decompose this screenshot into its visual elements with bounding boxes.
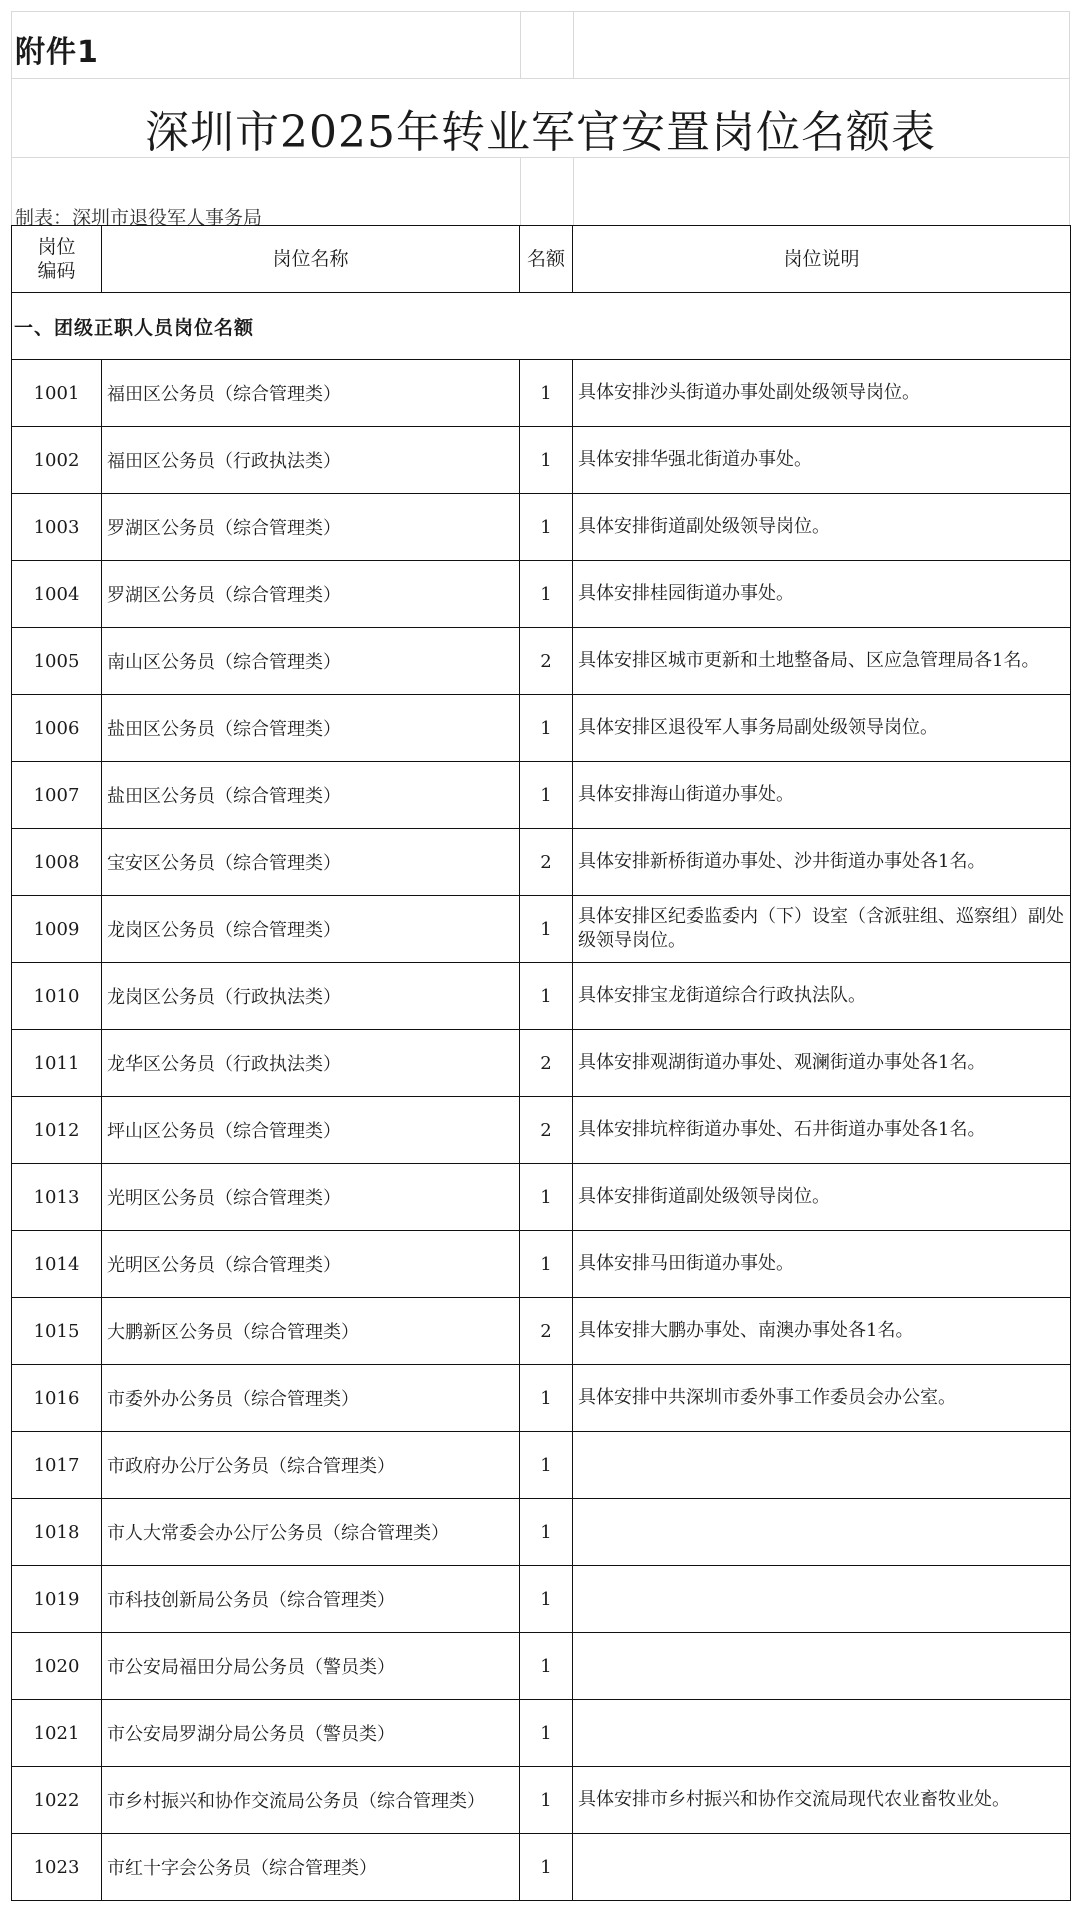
position-description: 具体安排中共深圳市委外事工作委员会办公室。 xyxy=(573,1365,1071,1432)
position-description: 具体安排宝龙街道综合行政执法队。 xyxy=(573,963,1071,1030)
position-description xyxy=(573,1499,1071,1566)
position-code: 1014 xyxy=(12,1231,102,1298)
header-desc: 岗位说明 xyxy=(573,226,1071,293)
position-description: 具体安排街道副处级领导岗位。 xyxy=(573,494,1071,561)
section-title: 一、团级正职人员岗位名额 xyxy=(12,293,1071,360)
position-count: 1 xyxy=(520,1633,573,1700)
position-name: 市公安局罗湖分局公务员（警员类） xyxy=(102,1700,520,1767)
position-code: 1009 xyxy=(12,896,102,963)
table-row xyxy=(12,494,1071,561)
position-count: 1 xyxy=(520,1365,573,1432)
position-description xyxy=(573,1432,1071,1499)
position-count: 1 xyxy=(520,1164,573,1231)
position-description xyxy=(573,1700,1071,1767)
page-title: 深圳市2025年转业军官安置岗位名额表 xyxy=(145,107,936,158)
position-count: 2 xyxy=(520,1030,573,1097)
position-name: 市人大常委会办公厅公务员（综合管理类） xyxy=(102,1499,520,1566)
table-row xyxy=(12,762,1071,829)
position-name: 龙岗区公务员（行政执法类） xyxy=(102,963,520,1030)
header-grid-row xyxy=(11,11,1070,79)
position-description: 具体安排新桥街道办事处、沙井街道办事处各1名。 xyxy=(573,829,1071,896)
position-code: 1006 xyxy=(12,695,102,762)
position-count: 1 xyxy=(520,1700,573,1767)
position-description: 具体安排马田街道办事处。 xyxy=(573,1231,1071,1298)
position-description: 具体安排华强北街道办事处。 xyxy=(573,427,1071,494)
table-row xyxy=(12,1767,1071,1834)
position-count: 1 xyxy=(520,896,573,963)
table-row xyxy=(12,1164,1071,1231)
table-row xyxy=(12,360,1071,427)
position-name: 龙岗区公务员（综合管理类） xyxy=(102,896,520,963)
table-row xyxy=(12,963,1071,1030)
position-name: 盐田区公务员（综合管理类） xyxy=(102,695,520,762)
position-count: 1 xyxy=(520,1834,573,1901)
position-description xyxy=(573,1566,1071,1633)
attachment-label: 附件1 xyxy=(15,35,99,70)
position-description: 具体安排海山街道办事处。 xyxy=(573,762,1071,829)
position-code: 1020 xyxy=(12,1633,102,1700)
header-code: 岗位编码 xyxy=(12,226,102,293)
position-code: 1012 xyxy=(12,1097,102,1164)
position-description: 具体安排沙头街道办事处副处级领导岗位。 xyxy=(573,360,1071,427)
position-code: 1010 xyxy=(12,963,102,1030)
position-name: 市政府办公厅公务员（综合管理类） xyxy=(102,1432,520,1499)
position-name: 罗湖区公务员（综合管理类） xyxy=(102,494,520,561)
table-row xyxy=(12,829,1071,896)
table-row xyxy=(12,896,1071,963)
position-count: 1 xyxy=(520,963,573,1030)
position-description: 具体安排观湖街道办事处、观澜街道办事处各1名。 xyxy=(573,1030,1071,1097)
position-name: 市科技创新局公务员（综合管理类） xyxy=(102,1566,520,1633)
position-name: 市公安局福田分局公务员（警员类） xyxy=(102,1633,520,1700)
position-description xyxy=(573,1633,1071,1700)
position-description: 具体安排区城市更新和土地整备局、区应急管理局各1名。 xyxy=(573,628,1071,695)
position-name: 光明区公务员（综合管理类） xyxy=(102,1231,520,1298)
position-name: 坪山区公务员（综合管理类） xyxy=(102,1097,520,1164)
position-code: 1016 xyxy=(12,1365,102,1432)
table-header-row xyxy=(12,226,1071,293)
position-code: 1004 xyxy=(12,561,102,628)
position-count: 1 xyxy=(520,1231,573,1298)
position-name: 市委外办公务员（综合管理类） xyxy=(102,1365,520,1432)
table-maker: 制表：深圳市退役军人事务局 xyxy=(15,207,263,229)
position-count: 1 xyxy=(520,1566,573,1633)
position-name: 罗湖区公务员（综合管理类） xyxy=(102,561,520,628)
table-row xyxy=(12,561,1071,628)
position-code: 1013 xyxy=(12,1164,102,1231)
position-count: 1 xyxy=(520,360,573,427)
position-count: 1 xyxy=(520,494,573,561)
table-row xyxy=(12,1298,1071,1365)
position-name: 盐田区公务员（综合管理类） xyxy=(102,762,520,829)
position-count: 1 xyxy=(520,695,573,762)
position-description: 具体安排区退役军人事务局副处级领导岗位。 xyxy=(573,695,1071,762)
position-name: 福田区公务员（行政执法类） xyxy=(102,427,520,494)
position-description: 具体安排街道副处级领导岗位。 xyxy=(573,1164,1071,1231)
position-name: 宝安区公务员（综合管理类） xyxy=(102,829,520,896)
table-row xyxy=(12,1566,1071,1633)
position-count: 1 xyxy=(520,1432,573,1499)
position-code: 1008 xyxy=(12,829,102,896)
position-name: 市乡村振兴和协作交流局公务员（综合管理类） xyxy=(102,1767,520,1834)
position-name: 大鹏新区公务员（综合管理类） xyxy=(102,1298,520,1365)
table-row xyxy=(12,1633,1071,1700)
table-row xyxy=(12,1030,1071,1097)
table-row xyxy=(12,1097,1071,1164)
header-count: 名额 xyxy=(520,226,573,293)
table-row xyxy=(12,1834,1071,1901)
position-description: 具体安排区纪委监委内（下）设室（含派驻组、巡察组）副处级领导岗位。 xyxy=(573,896,1071,963)
position-code: 1005 xyxy=(12,628,102,695)
position-code: 1015 xyxy=(12,1298,102,1365)
position-description: 具体安排坑梓街道办事处、石井街道办事处各1名。 xyxy=(573,1097,1071,1164)
position-code: 1001 xyxy=(12,360,102,427)
position-count: 1 xyxy=(520,427,573,494)
position-name: 南山区公务员（综合管理类） xyxy=(102,628,520,695)
position-count: 2 xyxy=(520,628,573,695)
position-count: 2 xyxy=(520,1298,573,1365)
position-count: 2 xyxy=(520,829,573,896)
position-count: 1 xyxy=(520,1767,573,1834)
position-code: 1021 xyxy=(12,1700,102,1767)
position-code: 1017 xyxy=(12,1432,102,1499)
table-row xyxy=(12,427,1071,494)
table-row xyxy=(12,1700,1071,1767)
position-name: 龙华区公务员（行政执法类） xyxy=(102,1030,520,1097)
position-code: 1003 xyxy=(12,494,102,561)
position-count: 1 xyxy=(520,1499,573,1566)
position-code: 1022 xyxy=(12,1767,102,1834)
position-code: 1018 xyxy=(12,1499,102,1566)
position-description: 具体安排市乡村振兴和协作交流局现代农业畜牧业处。 xyxy=(573,1767,1071,1834)
table-row xyxy=(12,1499,1071,1566)
table-row xyxy=(12,1231,1071,1298)
position-name: 市红十字会公务员（综合管理类） xyxy=(102,1834,520,1901)
position-code: 1002 xyxy=(12,427,102,494)
position-count: 1 xyxy=(520,561,573,628)
table-row xyxy=(12,695,1071,762)
position-name: 福田区公务员（综合管理类） xyxy=(102,360,520,427)
position-code: 1007 xyxy=(12,762,102,829)
position-description xyxy=(573,1834,1071,1901)
table-row xyxy=(12,628,1071,695)
position-name: 光明区公务员（综合管理类） xyxy=(102,1164,520,1231)
position-description: 具体安排桂园街道办事处。 xyxy=(573,561,1071,628)
table-row xyxy=(12,1432,1071,1499)
position-code: 1011 xyxy=(12,1030,102,1097)
position-count: 1 xyxy=(520,762,573,829)
position-description: 具体安排大鹏办事处、南澳办事处各1名。 xyxy=(573,1298,1071,1365)
position-count: 2 xyxy=(520,1097,573,1164)
position-code: 1019 xyxy=(12,1566,102,1633)
positions-table xyxy=(11,225,1071,1901)
section-row xyxy=(12,293,1071,360)
header-name: 岗位名称 xyxy=(102,226,520,293)
table-row xyxy=(12,1365,1071,1432)
position-code: 1023 xyxy=(12,1834,102,1901)
